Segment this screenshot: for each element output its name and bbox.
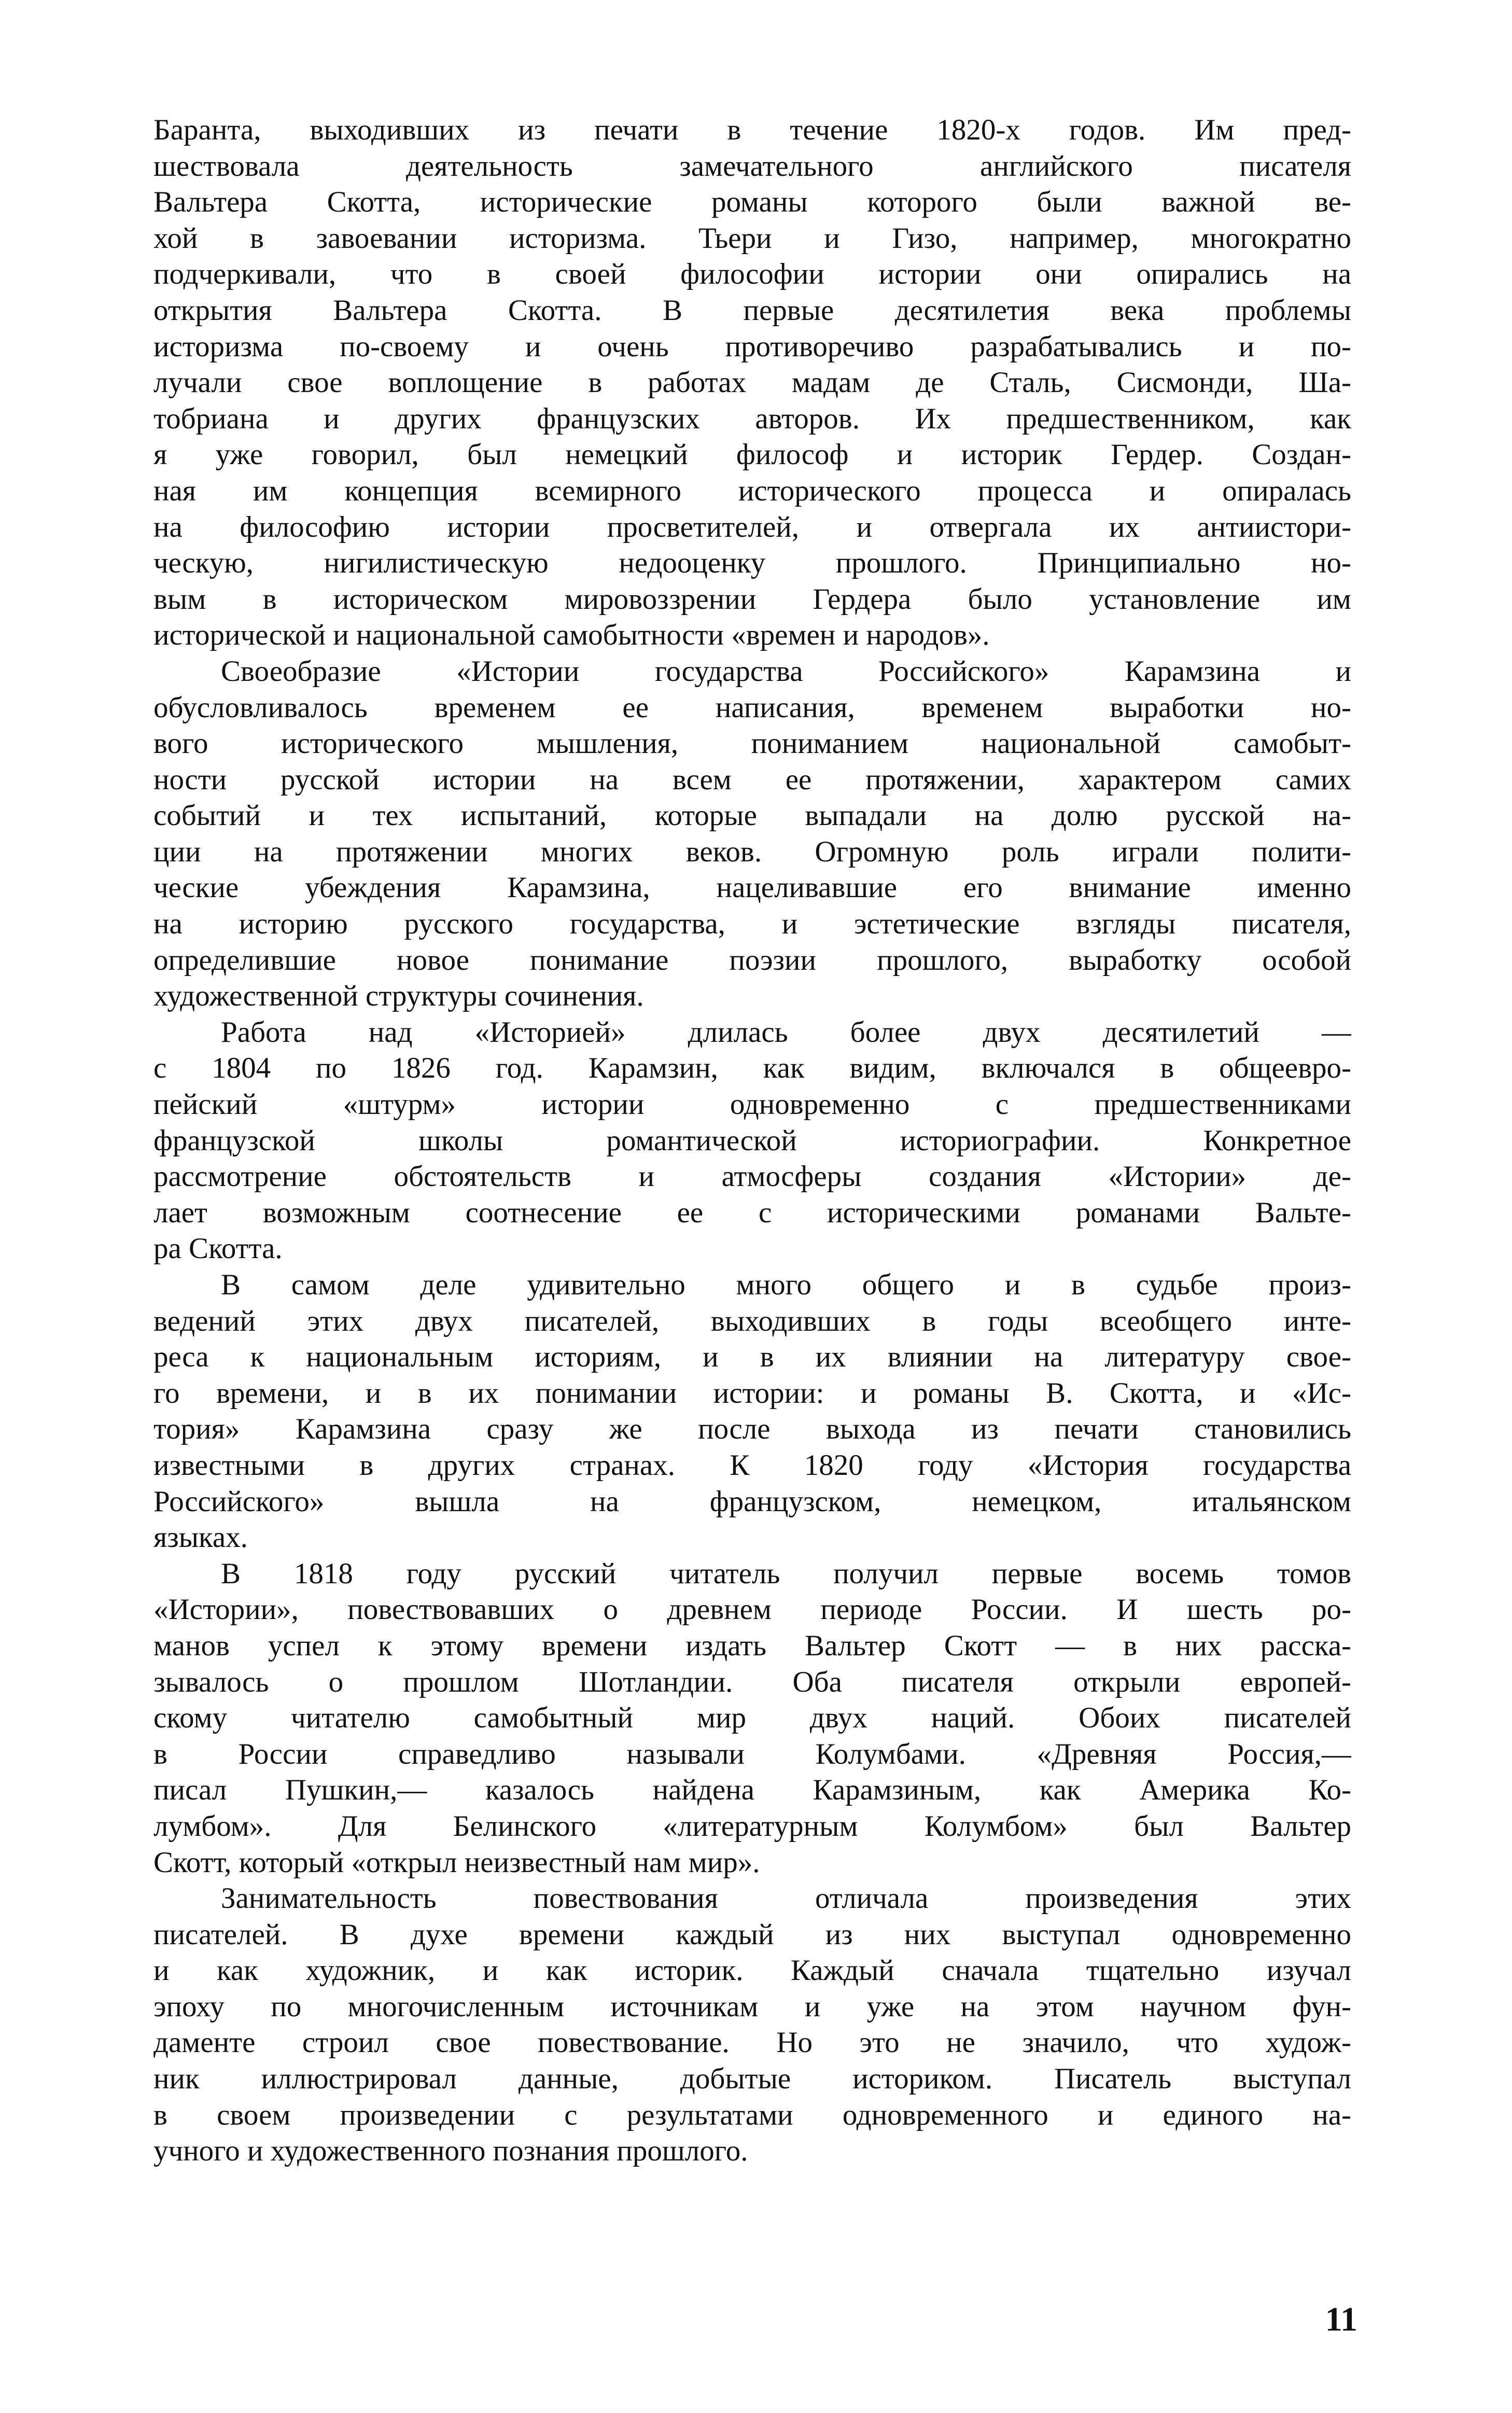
- text-line: тория» Карамзина сразу же после выхода из печати становились: [153, 1413, 1351, 1446]
- paragraph-first-line: Занимательность повествования отличала произведения этих: [221, 1882, 1351, 1915]
- text-line: Баранта, выходивших из печати в течение 1820-х годов. Им пред-: [153, 114, 1351, 146]
- text-line: и как художник, и как историк. Каждый сначала тщательно изучал: [153, 1954, 1351, 1987]
- text-line: Российского» вышла на французском, немецком, итальянском: [153, 1485, 1351, 1518]
- text-line: ческие убеждения Карамзина, нацеливавшие его внимание именно: [153, 871, 1351, 904]
- text-line: художественной структуры сочинения.: [153, 980, 644, 1013]
- text-line: учного и художественного познания прошлого.: [153, 2135, 748, 2168]
- text-line: ная им концепция всемирного исторического процесса и опиралась: [153, 474, 1351, 507]
- text-line: ции на протяжении многих веков. Огромную роль играли полити-: [153, 835, 1351, 868]
- text-line: шествовала деятельность замечательного английского писателя: [153, 149, 1351, 183]
- text-line: пейский «штурм» истории одновременно с предшественниками: [153, 1088, 1351, 1121]
- text-line: французской школы романтической историографии. Конкретное: [153, 1124, 1351, 1157]
- text-line: Вальтера Скотта, исторические романы которого были важной ве-: [153, 186, 1351, 219]
- text-line: событий и тех испытаний, которые выпадали на долю русской на-: [153, 799, 1351, 832]
- text-line: манов успел к этому времени издать Вальтер Скотт — в них расска-: [153, 1629, 1351, 1662]
- text-line: ведений этих двух писателей, выходивших в годы всеобщего инте-: [153, 1304, 1351, 1337]
- text-line: ник иллюстрировал данные, добытые историком. Писатель выступал: [153, 2062, 1351, 2096]
- text-line: в России справедливо называли Колумбами. «Древняя Россия,—: [153, 1737, 1351, 1770]
- text-line: с 1804 по 1826 год. Карамзин, как видим, включался в общеевро-: [153, 1052, 1351, 1085]
- text-line: скому читателю самобытный мир двух наций. Обоих писателей: [153, 1701, 1351, 1735]
- text-line: даменте строил свое повествование. Но это не значило, что худож-: [153, 2026, 1351, 2059]
- text-line: реса к национальным историям, и в их влиянии на литературу свое-: [153, 1341, 1351, 1374]
- page-number: 11: [1325, 2300, 1357, 2338]
- text-line: ческую, нигилистическую недооценку прошлого. Принципиально но-: [153, 547, 1351, 580]
- paragraph-first-line: Работа над «Историей» длилась более двух десятилетий —: [221, 1015, 1351, 1049]
- text-line: Скотт, который «открыл неизвестный нам мир».: [153, 1846, 760, 1879]
- paragraph-first-line: В 1818 году русский читатель получил первые восемь томов: [221, 1557, 1351, 1590]
- text-line: тобриана и других французских авторов. Их предшественником, как: [153, 402, 1351, 435]
- text-line: писал Пушкин,— казалось найдена Карамзиным, как Америка Ко-: [153, 1774, 1351, 1807]
- text-line: на историю русского государства, и эстетические взгляды писателя,: [153, 908, 1351, 941]
- text-line: хой в завоевании историзма. Тьери и Гизо, например, многократно: [153, 221, 1351, 255]
- text-line: подчеркивали, что в своей философии истории они опирались на: [153, 258, 1351, 291]
- text-line: языках.: [153, 1521, 248, 1554]
- paragraph-first-line: В самом деле удивительно много общего и в судьбе произ-: [221, 1268, 1351, 1301]
- text-line: «Истории», повествовавших о древнем периоде России. И шесть ро-: [153, 1593, 1351, 1626]
- text-line: лумбом». Для Белинского «литературным Колумбом» был Вальтер: [153, 1809, 1351, 1843]
- text-line: лает возможным соотнесение ее с историческими романами Вальте-: [153, 1196, 1351, 1229]
- text-line: обусловливалось временем ее написания, временем выработки но-: [153, 691, 1351, 724]
- text-line: определившие новое понимание поэзии прошлого, выработку особой: [153, 943, 1351, 977]
- text-line: открытия Вальтера Скотта. В первые десятилетия века проблемы: [153, 294, 1351, 327]
- text-line: вым в историческом мировоззрении Гердера было установление им: [153, 582, 1351, 616]
- text-line: ра Скотта.: [153, 1232, 283, 1265]
- paragraph-first-line: Своеобразие «Истории государства Российского» Карамзина и: [221, 654, 1351, 688]
- text-line: лучали свое воплощение в работах мадам де Сталь, Сисмонди, Ша-: [153, 366, 1351, 399]
- text-line: в своем произведении с результатами одновременного и единого на-: [153, 2098, 1351, 2131]
- page-text: [153, 112, 1351, 2169]
- text-line: писателей. В духе времени каждый из них выступал одновременно: [153, 1918, 1351, 1951]
- text-line: эпоху по многочисленным источникам и уже на этом научном фун-: [153, 1990, 1351, 2023]
- text-line: рассмотрение обстоятельств и атмосферы создания «Истории» де-: [153, 1160, 1351, 1193]
- text-line: ности русской истории на всем ее протяжении, характером самих: [153, 763, 1351, 796]
- text-line: историзма по-своему и очень противоречиво разрабатывались и по-: [153, 330, 1351, 363]
- text-line: на философию истории просветителей, и отвергала их антиистори-: [153, 510, 1351, 543]
- text-line: я уже говорил, был немецкий философ и историк Гердер. Создан-: [153, 438, 1351, 471]
- text-line: зывалось о прошлом Шотландии. Оба писателя открыли европей-: [153, 1665, 1351, 1698]
- text-line: исторической и национальной самобытности «времен и народов».: [153, 619, 990, 652]
- text-line: вого исторического мышления, пониманием национальной самобыт-: [153, 727, 1351, 760]
- text-line: известными в других странах. К 1820 году «История государства: [153, 1448, 1351, 1482]
- text-line: го времени, и в их понимании истории: и романы В. Скотта, и «Ис-: [153, 1376, 1351, 1410]
